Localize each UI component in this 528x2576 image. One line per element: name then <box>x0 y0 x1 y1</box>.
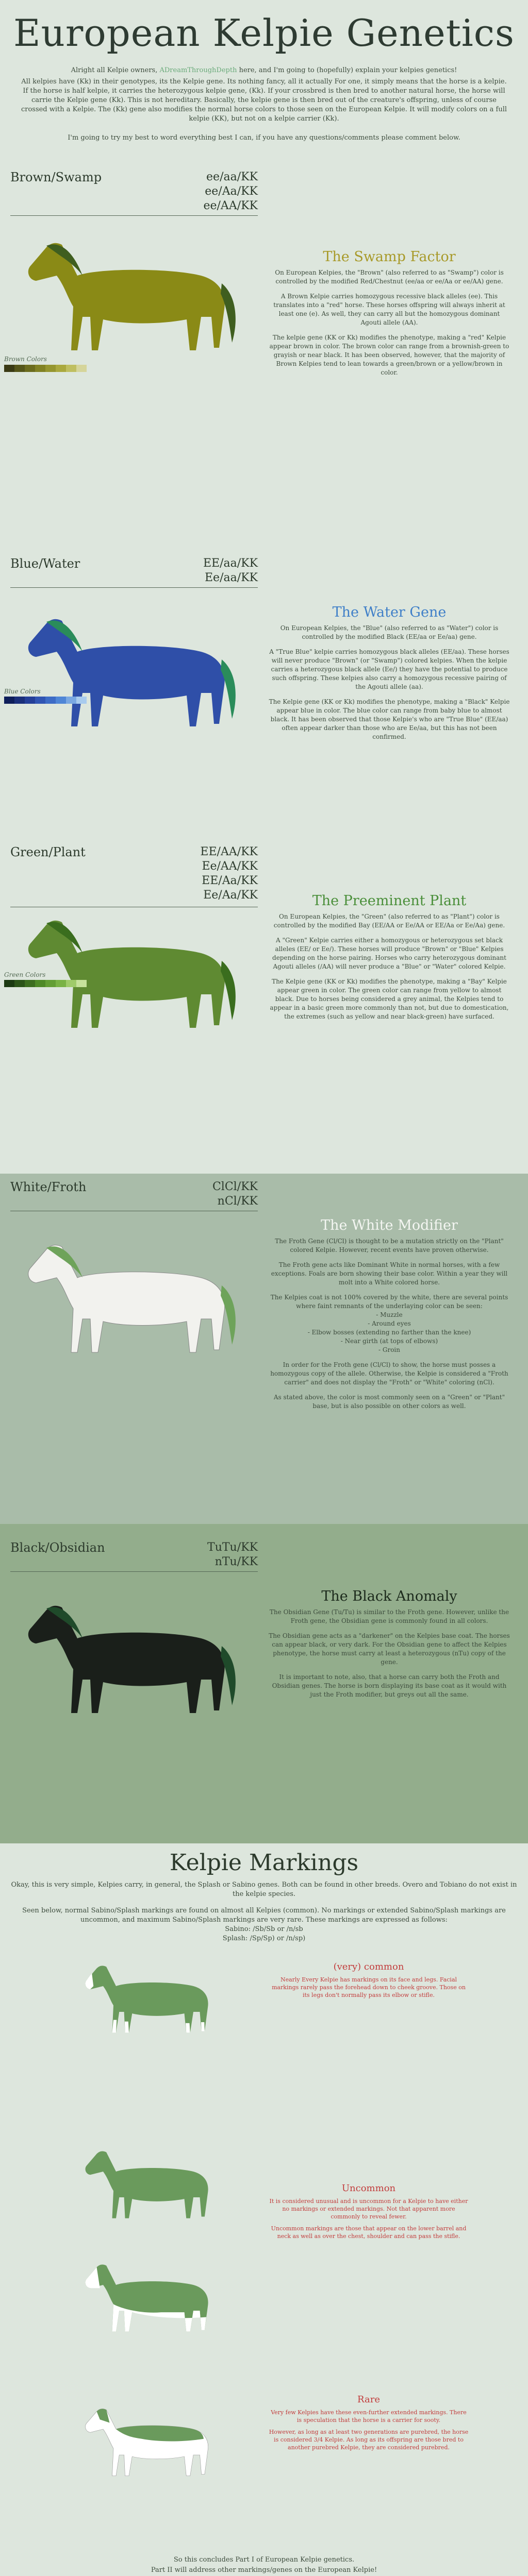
markings-sabino: Sabino: /Sb/Sb or /n/sb <box>225 1925 303 1933</box>
horse-figure <box>15 896 263 1051</box>
common-heading: (very) common <box>333 1961 404 1972</box>
paragraph: Uncommon markings are those that appear on the lower barrel and neck as well as over the chest, shoulder and can pass the stifle. <box>271 2225 467 2240</box>
paragraph: It is important to note, also, that a horse can carry both the Froth and Obsidian genes. The horse is born displaying its base coat as it would with just the Froth modifier, but greys out all the same. <box>272 1673 507 1698</box>
color-swatch <box>45 980 56 987</box>
paragraph: The Obsidian Gene (Tu/Tu) is similar to the Froth gene. However, unlike the Froth gene, the Obsidian gene is commonly found in all colors. <box>269 1608 509 1624</box>
color-swatch <box>35 980 45 987</box>
intro-line3: I'm going to try my best to word everything best I can, if you have any questions/comments please comment below. <box>68 134 460 142</box>
genotype: Ee/AA/KK <box>202 860 258 873</box>
rare-markings-panel <box>268 2396 469 2455</box>
paragraph: The Obsidian gene acts as a "darkener" on the Kelpies base coat. The horses can appear black, or very dark. For the Obsidian gene to affect the Kelpies phenotype, the horse must carry at least a heterozygous (nTu) copy of the gene. <box>269 1632 510 1666</box>
color-swatch <box>76 980 87 987</box>
genotype: Ee/Aa/KK <box>203 889 258 902</box>
color-swatches <box>4 980 87 987</box>
color-swatch <box>4 980 14 987</box>
color-swatch <box>4 365 14 372</box>
intro-line2: All kelpies have (Kk) in their genotypes, its the Kelpie gene. Its nothing fancy, all it actually For one, it simply means that the horse is a kelpie. If the horse is half kelpie, it carries the heterozygous kelpie gene, (Kk). If your crossbred is then bred to another natural horse, the horse will carrie the Kelpie gene (Kk). This is not hereditary. Basically, the kelpie gene is then bred out of the creature's offspring, unless of course crossed with a Kelpie. The (Kk) gene also modifies the normal horse colors to those seen on the European Kelpie. It will modify colors on a full kelpie (KK), but not on a kelpie carrier (Kk). <box>21 78 507 123</box>
paragraph: Very few Kelpies have these even-further extended markings. There is speculation that the horse is a carrier for sooty. <box>271 2409 467 2424</box>
color-swatch <box>25 697 35 704</box>
section-brown-name: Brown/Swamp <box>10 170 102 184</box>
section-black-panel <box>268 1588 510 1705</box>
paragraph: The Kelpies coat is not 100% covered by the white, there are several points where faint remnants of the underlaying color can be seen: - Muzzle - Around eyes - Elbow bosses (extending no farther than the knee) - Near girth (at tops of elbows) - Groin <box>270 1294 508 1353</box>
intro-line1 <box>21 66 507 75</box>
white-horse-illustration <box>15 1221 263 1376</box>
section-black-name: Black/Obsidian <box>10 1540 105 1555</box>
outro-line2: Part II will address other markings/genes on the European Kelpie! <box>151 2566 377 2574</box>
markings-explanation: Seen below, normal Sabino/Splash markings are found on almost all Kelpies (common). No markings or extended Sabino/Splash markings are uncommon, and maximum Sabino/Splash markings are very rare. These markings are expressed as follows: <box>22 1907 506 1924</box>
paragraph: It is considered unusual and is uncommon for a Kelpie to have either no markings or extended markings. Not that apparent more commonly to reveal fewer. <box>269 2198 468 2220</box>
paragraph: Nearly Every Kelpie has markings on its face and legs. Facial markings rarely pass the forehead down to cheek groove. Those on its legs don't normally pass its elbow or stifle. <box>272 1976 466 1998</box>
color-swatch <box>66 365 76 372</box>
rare-markings-horse <box>77 2391 232 2494</box>
section-blue-heading: The Water Gene <box>332 604 447 620</box>
outro <box>0 2555 528 2576</box>
uncommon-extended-horse <box>77 2246 232 2349</box>
paragraph: However, as long as at least two generations are purebred, the horse is considered 3/4 Kelpie. As long as its offspring are those bred to another purebred Kelpie, they are considered purebred. <box>269 2429 469 2451</box>
section-black-heading: The Black Anomaly <box>321 1588 457 1604</box>
color-swatch <box>35 365 45 372</box>
section-green-genotypes <box>200 845 258 903</box>
color-swatch <box>56 697 66 704</box>
section-brown-genotypes <box>203 170 258 213</box>
horse-figure <box>77 2246 232 2349</box>
green-horse-illustration <box>15 896 263 1051</box>
common-markings-panel <box>268 1963 469 2003</box>
markings-title: Kelpie Markings <box>169 1850 359 1876</box>
brown-horse-illustration <box>15 219 263 374</box>
color-swatch <box>76 365 87 372</box>
rare-heading: Rare <box>357 2394 380 2405</box>
paragraph: A Brown Kelpie carries homozygous recessive black alleles (ee). This translates into a "red" horse. These horses offspring will always inherit at least one (e). As well, they can carry all but the homozygous dominant Agouti allele (AA). <box>273 293 505 326</box>
section-blue-panel <box>268 604 510 748</box>
uncommon-plain-horse <box>77 2133 232 2236</box>
paragraph: On European Kelpies, the "Green" (also referred to as "Plant") color is controlled by the modified Bay (EE/AA or Ee/AA or EE/Aa or Ee/Aa) gene. <box>273 913 505 929</box>
intro-line1-post: here, and I'm going to (hopefully) explain your kelpies genetics! <box>237 66 457 74</box>
section-black-header <box>10 1540 258 1572</box>
section-green-name: Green/Plant <box>10 845 86 859</box>
section-white-header <box>10 1180 258 1211</box>
color-swatch <box>56 980 66 987</box>
genotype: ee/aa/KK <box>206 171 258 183</box>
section-brown-header <box>10 170 258 216</box>
horse-figure <box>77 2391 232 2494</box>
swatch-label: Green Colors <box>4 971 46 978</box>
color-swatches <box>4 697 87 704</box>
genotype: TuTu/KK <box>207 1541 258 1554</box>
common-markings-horse <box>77 1947 232 2050</box>
section-white-name: White/Froth <box>10 1180 87 1194</box>
section-white-genotypes <box>212 1180 258 1209</box>
paragraph: A "Green" Kelpie carries either a homozygous or heterozygous set black alleles (EE/ or Ee/). These horses will produce "Brown" or "Blue" Kelpies depending on the horse pairing. Horses who carry heterozygous dominant Agouti alleles (/AA) will never produce a "Blue" or "Water" colored Kelpie. <box>272 937 506 970</box>
color-swatch <box>56 365 66 372</box>
paragraph: The Kelpie gene (KK or Kk) modifies the phenotype, making a "Bay" Kelpie appear green in color. The green color can range from yellow to almost black. Due to horses being considered a grey animal, the Kelpies tend to appear in a basic green more commonly than not, but due to domestication, the extremes (such as yellow and near black-green) have surfaced. <box>270 978 509 1020</box>
section-brown-panel <box>268 249 510 383</box>
paragraph: As stated above, the color is most commonly seen on a "Green" or "Plant" base, but is also possible on other colors as well. <box>273 1394 505 1410</box>
genotype: nCl/KK <box>217 1195 258 1208</box>
section-green-heading: The Preeminent Plant <box>312 893 467 909</box>
section-white-panel <box>268 1217 510 1417</box>
genotype: ee/Aa/KK <box>205 185 258 198</box>
color-swatch <box>14 365 25 372</box>
paragraph: On European Kelpies, the "Blue" (also referred to as "Water") color is controlled by the modified Black (EE/aa or Ee/aa) gene. <box>280 624 499 640</box>
horse-figure <box>15 1221 263 1376</box>
color-swatch <box>25 365 35 372</box>
horse-figure <box>15 595 263 750</box>
color-swatches <box>4 365 87 372</box>
color-swatch <box>25 980 35 987</box>
horse-figure <box>77 1947 232 2050</box>
horse-figure <box>15 1582 263 1736</box>
outro-line1: So this concludes Part I of European Kelpie genetics. <box>173 2556 355 2564</box>
genotype: EE/Aa/KK <box>202 874 258 887</box>
paragraph: On European Kelpies, the "Brown" (also referred to as "Swamp") color is controlled by the modified Red/Chestnut (ee/aa or ee/Aa or ee/AA) gene. <box>275 269 504 285</box>
swatch-label: Brown Colors <box>4 355 47 363</box>
swatch-label: Blue Colors <box>4 688 41 695</box>
paragraph: A "True Blue" kelpie carries homozygous black alleles (EE/aa). These horses will never produce "Brown" (or "Swamp") colored kelpies. When the kelpie carries a heterozygous black allele (Ee/) they have the potential to produce such offspring. These kelpies also carry a homozygous recessive pairing of the Agouti allele (aa). <box>269 648 509 690</box>
blue-horse-illustration <box>15 595 263 750</box>
color-swatch <box>76 697 87 704</box>
section-brown-heading: The Swamp Factor <box>323 249 456 265</box>
color-swatch <box>45 365 56 372</box>
section-blue-genotypes <box>203 556 258 585</box>
paragraph: The Froth Gene (Cl/Cl) is thought to be a mutation strictly on the "Plant" colored Kelpie. However, recent events have proven otherwise. <box>275 1238 504 1253</box>
paragraph: The kelpie gene (KK or Kk) modifies the phenotype, making a "red" Kelpie appear brown in color. The brown color can range from a brownish-green to grayish or near black. It has been observed, however, that the majority of Brown Kelpies tend to lean towards a green/brown or a yellow/brown in color. <box>269 334 509 376</box>
color-swatch <box>14 697 25 704</box>
uncommon-markings-panel <box>268 2184 469 2244</box>
intro-line1-pre: Alright all Kelpie owners, <box>71 66 160 74</box>
section-blue-name: Blue/Water <box>10 556 80 571</box>
markings-intro: Okay, this is very simple, Kelpies carry, in general, the Splash or Sabino genes. Both can be found in other breeds. Overo and Tobiano do not exist in the kelpie species. <box>11 1881 517 1898</box>
horse-figure <box>77 2133 232 2236</box>
genotype: EE/AA/KK <box>200 845 258 858</box>
paragraph: The Kelpie gene (KK or Kk) modifies the phenotype, making a "Black" Kelpie appear blue in color. The blue color can range from baby blue to almost black. It has been observed that those Kelpie's who are "True Blue" (EE/aa) often appear darker than those who are Ee/aa, but this has not been confirmed. <box>269 698 510 740</box>
genotype: EE/aa/KK <box>203 557 258 570</box>
markings-splash: Splash: /Sp/Sp) or /n/sp) <box>222 1935 306 1942</box>
section-black-genotypes <box>207 1540 258 1569</box>
page-title: European Kelpie Genetics <box>13 11 515 55</box>
color-swatch <box>35 697 45 704</box>
paragraph: In order for the Froth gene (Cl/Cl) to show, the horse must posses a homozygous copy of the allele. Otherwise, the Kelpie is considered a "Froth carrier" and does not display the "Froth" or "White" coloring (nCl). <box>270 1361 508 1386</box>
genotype: Ee/aa/KK <box>204 571 258 584</box>
section-green-panel <box>268 893 510 1027</box>
color-swatch <box>14 980 25 987</box>
black-horse-illustration <box>15 1582 263 1736</box>
genotype: ee/AA/KK <box>203 199 258 212</box>
section-white-heading: The White Modifier <box>321 1217 458 1233</box>
section-blue-header <box>10 556 258 588</box>
color-swatch <box>4 697 14 704</box>
horse-figure <box>15 219 263 374</box>
color-swatch <box>45 697 56 704</box>
intro <box>21 66 507 126</box>
genotype: nTu/KK <box>214 1555 258 1568</box>
paragraph: The Froth gene acts like Dominant White in normal horses, with a few exceptions. Foals are born showing their base color. Within a year they will molt into a White colored horse. <box>271 1261 508 1286</box>
genotype: ClCl/KK <box>212 1180 258 1193</box>
color-swatch <box>66 697 76 704</box>
uncommon-heading: Uncommon <box>341 2183 396 2194</box>
author-link[interactable]: ADreamThroughDepth <box>159 66 237 74</box>
color-swatch <box>66 980 76 987</box>
